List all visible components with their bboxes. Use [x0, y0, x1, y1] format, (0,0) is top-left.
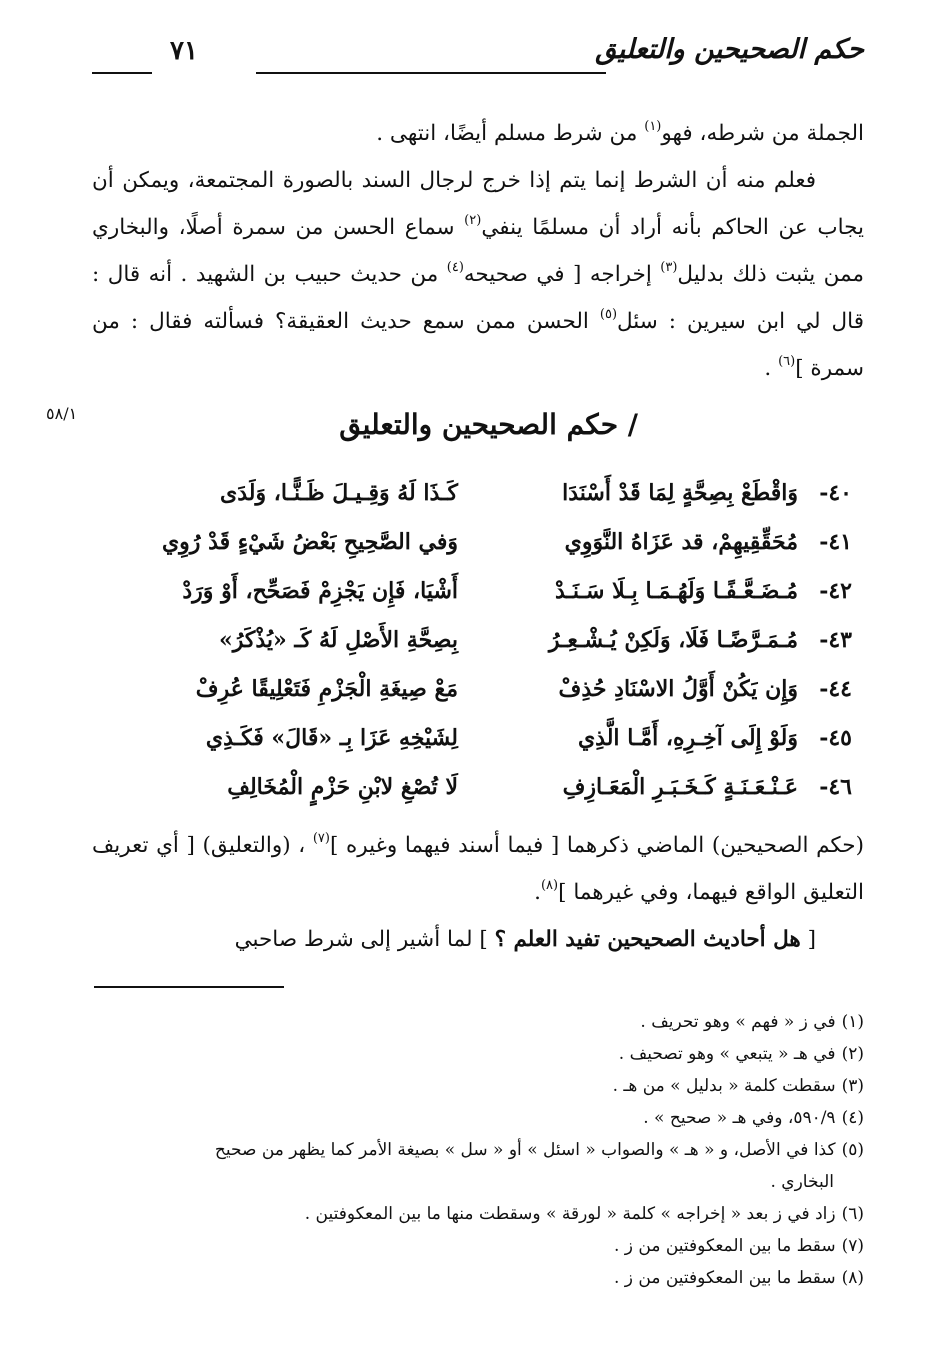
verse-second-hemistich: بِصِحَّةِ الأَصْلِ لَهُ كَـ «يُذْكَرُ» [218, 627, 458, 653]
verse-first-hemistich [482, 774, 852, 800]
footnote [88, 1038, 864, 1070]
verse [88, 529, 852, 578]
footnote-number: (٨) [841, 1268, 864, 1288]
text-run: فعلم منه أن الشرط إنما يتم إذا خرج لرجال السند بالصورة المجتمعة، ويمكن أن يجاب عن الحاكم بأنه أراد أن مسلمًا ينفي [92, 168, 864, 240]
footnote [88, 1198, 864, 1230]
hemistich-text: مُحَقِّقِيهِمْ، قد عَزَاهُ النَّوَوِي [564, 529, 798, 555]
footnote-list [88, 1006, 864, 1294]
footnote-number: (٣) [841, 1076, 864, 1096]
intro-paragraph-2 [92, 157, 864, 392]
verse-first-hemistich [482, 578, 852, 604]
text-run: من شرط مسلم أيضًا، انتهى . [376, 121, 645, 146]
commentary-paragraph-2 [92, 916, 864, 963]
footnote [88, 1134, 864, 1198]
running-title: حكم الصحيحين والتعليق [595, 34, 864, 65]
margin-reference: ٥٨/١ [46, 404, 78, 423]
text-run: من حديث حبيب بن الشهيد . أنه قال : قال لي ابن سيرين : سئل [92, 262, 864, 334]
verse-second-hemistich: كَـذَا لَهُ وَقِـيـلَ ظَـنًّـا، وَلَدَى [220, 480, 458, 506]
verse-number: ٤١- [819, 529, 852, 555]
section-heading: / حكم الصحيحين والتعليق [339, 408, 638, 441]
verse-first-hemistich [482, 676, 852, 702]
footnote-text: سقطت كلمة « بدليل » من هـ . [612, 1076, 836, 1096]
verse-number: ٤٣- [819, 627, 852, 653]
footnote [88, 1006, 864, 1038]
verse [88, 725, 852, 774]
verse-second-hemistich: وَفي الصَّحِيحِ بَعْضُ شَيْءٍ قَدْ رُوِي [161, 529, 458, 555]
text-run: الحسن ممن سمع حديث العقيقة؟ فسألته فقال : من سمرة ] [92, 309, 864, 381]
hemistich-text: مُـضَـعَّـفًـا وَلَهُـمَـا بِـلَا سَـنَـدْ [554, 578, 798, 604]
hemistich-text: عَـنْـعَـنَـةٍ كَـخَـبَـرِ الْمَعَـازِفِ [562, 774, 798, 800]
footnote-ref: (٤) [446, 260, 464, 275]
hemistich-text: وَاقْطَعْ بِصِحَّةٍ لِمَا قَدْ أَسْنَدَا [562, 480, 798, 506]
footnote-ref: (٢) [464, 213, 482, 228]
footnote-ref: (٨) [540, 878, 559, 893]
verse-first-hemistich [482, 480, 852, 506]
verse-first-hemistich [482, 725, 852, 751]
footnote-number: (٧) [841, 1236, 864, 1256]
verse-number: ٤٦- [819, 774, 852, 800]
verse-second-hemistich: مَعْ صِيغَةِ الْجَزْمِ فَتَعْلِيقًا عُرِفْ [195, 676, 458, 702]
footnote [88, 1262, 864, 1294]
text-run: [ [800, 927, 816, 952]
verse-number: ٤٢- [819, 578, 852, 604]
verse-second-hemistich: لَا تُصْغِ لابْنِ حَزْمٍ الْمُخَالِفِ [227, 774, 458, 800]
footnote-text: سقط ما بين المعكوفتين من ز . [613, 1236, 836, 1256]
footnote-continuation: البخاري . [770, 1172, 834, 1192]
footnote [88, 1230, 864, 1262]
header-rule [256, 72, 606, 74]
footnote [88, 1102, 864, 1134]
footnote-number: (١) [841, 1012, 864, 1032]
footnote-text: في هـ « يتبعي » وهو تصحيف . [618, 1044, 836, 1064]
commentary-text [92, 822, 864, 963]
verse-first-hemistich [482, 529, 852, 555]
footnote-ref: (٧) [312, 831, 330, 846]
header-rule-short [92, 72, 152, 74]
verse-first-hemistich [482, 627, 852, 653]
text-run: إخراجه [ في صحيحه [463, 262, 661, 287]
footnote-text: سقط ما بين المعكوفتين من ز . [613, 1268, 836, 1288]
verse-number: ٤٥- [819, 725, 852, 751]
text-run: . [764, 356, 779, 381]
hemistich-text: مُـمَـرَّضًـا فَلَا، وَلَكِنْ يُـشْـعِـرُ [548, 627, 798, 653]
footnote-text: ٥٩٠/٩، وفي هـ « صحيح » . [643, 1108, 836, 1128]
verse-list [88, 480, 852, 823]
intro-paragraph-1 [92, 110, 864, 157]
verse-number: ٤٠- [819, 480, 852, 506]
footnote-text: في ز « فهم » وهو تحريف . [640, 1012, 836, 1032]
footnote [88, 1070, 864, 1102]
text-run: الجملة من شرطه، فهو [661, 121, 864, 146]
verse [88, 774, 852, 823]
text-run: سماع الحسن من سمرة أصلًا، والبخاري ممن يثبت ذلك بدليل [92, 215, 864, 287]
page-number: ٧١ [170, 36, 198, 66]
hemistich-text: وَلَوْ إِلَى آخِـرِهِ، أَمَّـا الَّذِي [577, 725, 798, 751]
footnote-text: زاد في ز بعد « إخراجه » كلمة « لورقة » وسقطت منها ما بين المعكوفتين . [304, 1204, 836, 1224]
footnote-text: كذا في الأصل، و « هـ » والصواب « اسئل » أو « سل » بصيغة الأمر كما يظهر من صحيح [214, 1140, 836, 1160]
verse-second-hemistich: أَشْيَا، فَإِن يَجْزِمْ فَصَحِّح، أَوْ وَرَدْ [182, 578, 458, 604]
footnote-number: (٥) [841, 1140, 864, 1160]
footnote-ref: (٥) [599, 307, 618, 322]
hemistich-text: وَإِن يَكُنْ أَوَّلُ الاسْنَادِ حُذِفْ [558, 676, 798, 702]
inline-subheading: هل أحاديث الصحيحين تفيد العلم ؟ [494, 927, 801, 952]
footnote-number: (٤) [841, 1108, 864, 1128]
footnote-number: (٦) [841, 1204, 864, 1224]
text-run: ] لما أشير إلى شرط صاحبي [234, 927, 495, 952]
verse [88, 676, 852, 725]
footnote-ref: (٦) [778, 354, 796, 369]
verse-number: ٤٤- [819, 676, 852, 702]
intro-text [92, 110, 864, 392]
footnote-ref: (٣) [660, 260, 678, 275]
footnote-ref: (١) [644, 119, 662, 134]
footnote-number: (٢) [841, 1044, 864, 1064]
text-run: (حكم الصحيحين) الماضي ذكرهما [ فيما أسند فيهما وغيره ] [329, 833, 864, 858]
commentary-paragraph-1 [92, 822, 864, 916]
footnote-separator [94, 986, 284, 988]
text-run: . [534, 880, 541, 905]
verse [88, 627, 852, 676]
verse [88, 480, 852, 529]
verse [88, 578, 852, 627]
page-header [92, 34, 864, 80]
verse-second-hemistich: لِشَيْخِهِ عَزَا بِـ «قَالَ» فَكَـذِي [205, 725, 458, 751]
text-run: ، (والتعليق) [ أي تعريف التعليق الواقع فيهما، وفي غيرهما ] [92, 833, 864, 905]
